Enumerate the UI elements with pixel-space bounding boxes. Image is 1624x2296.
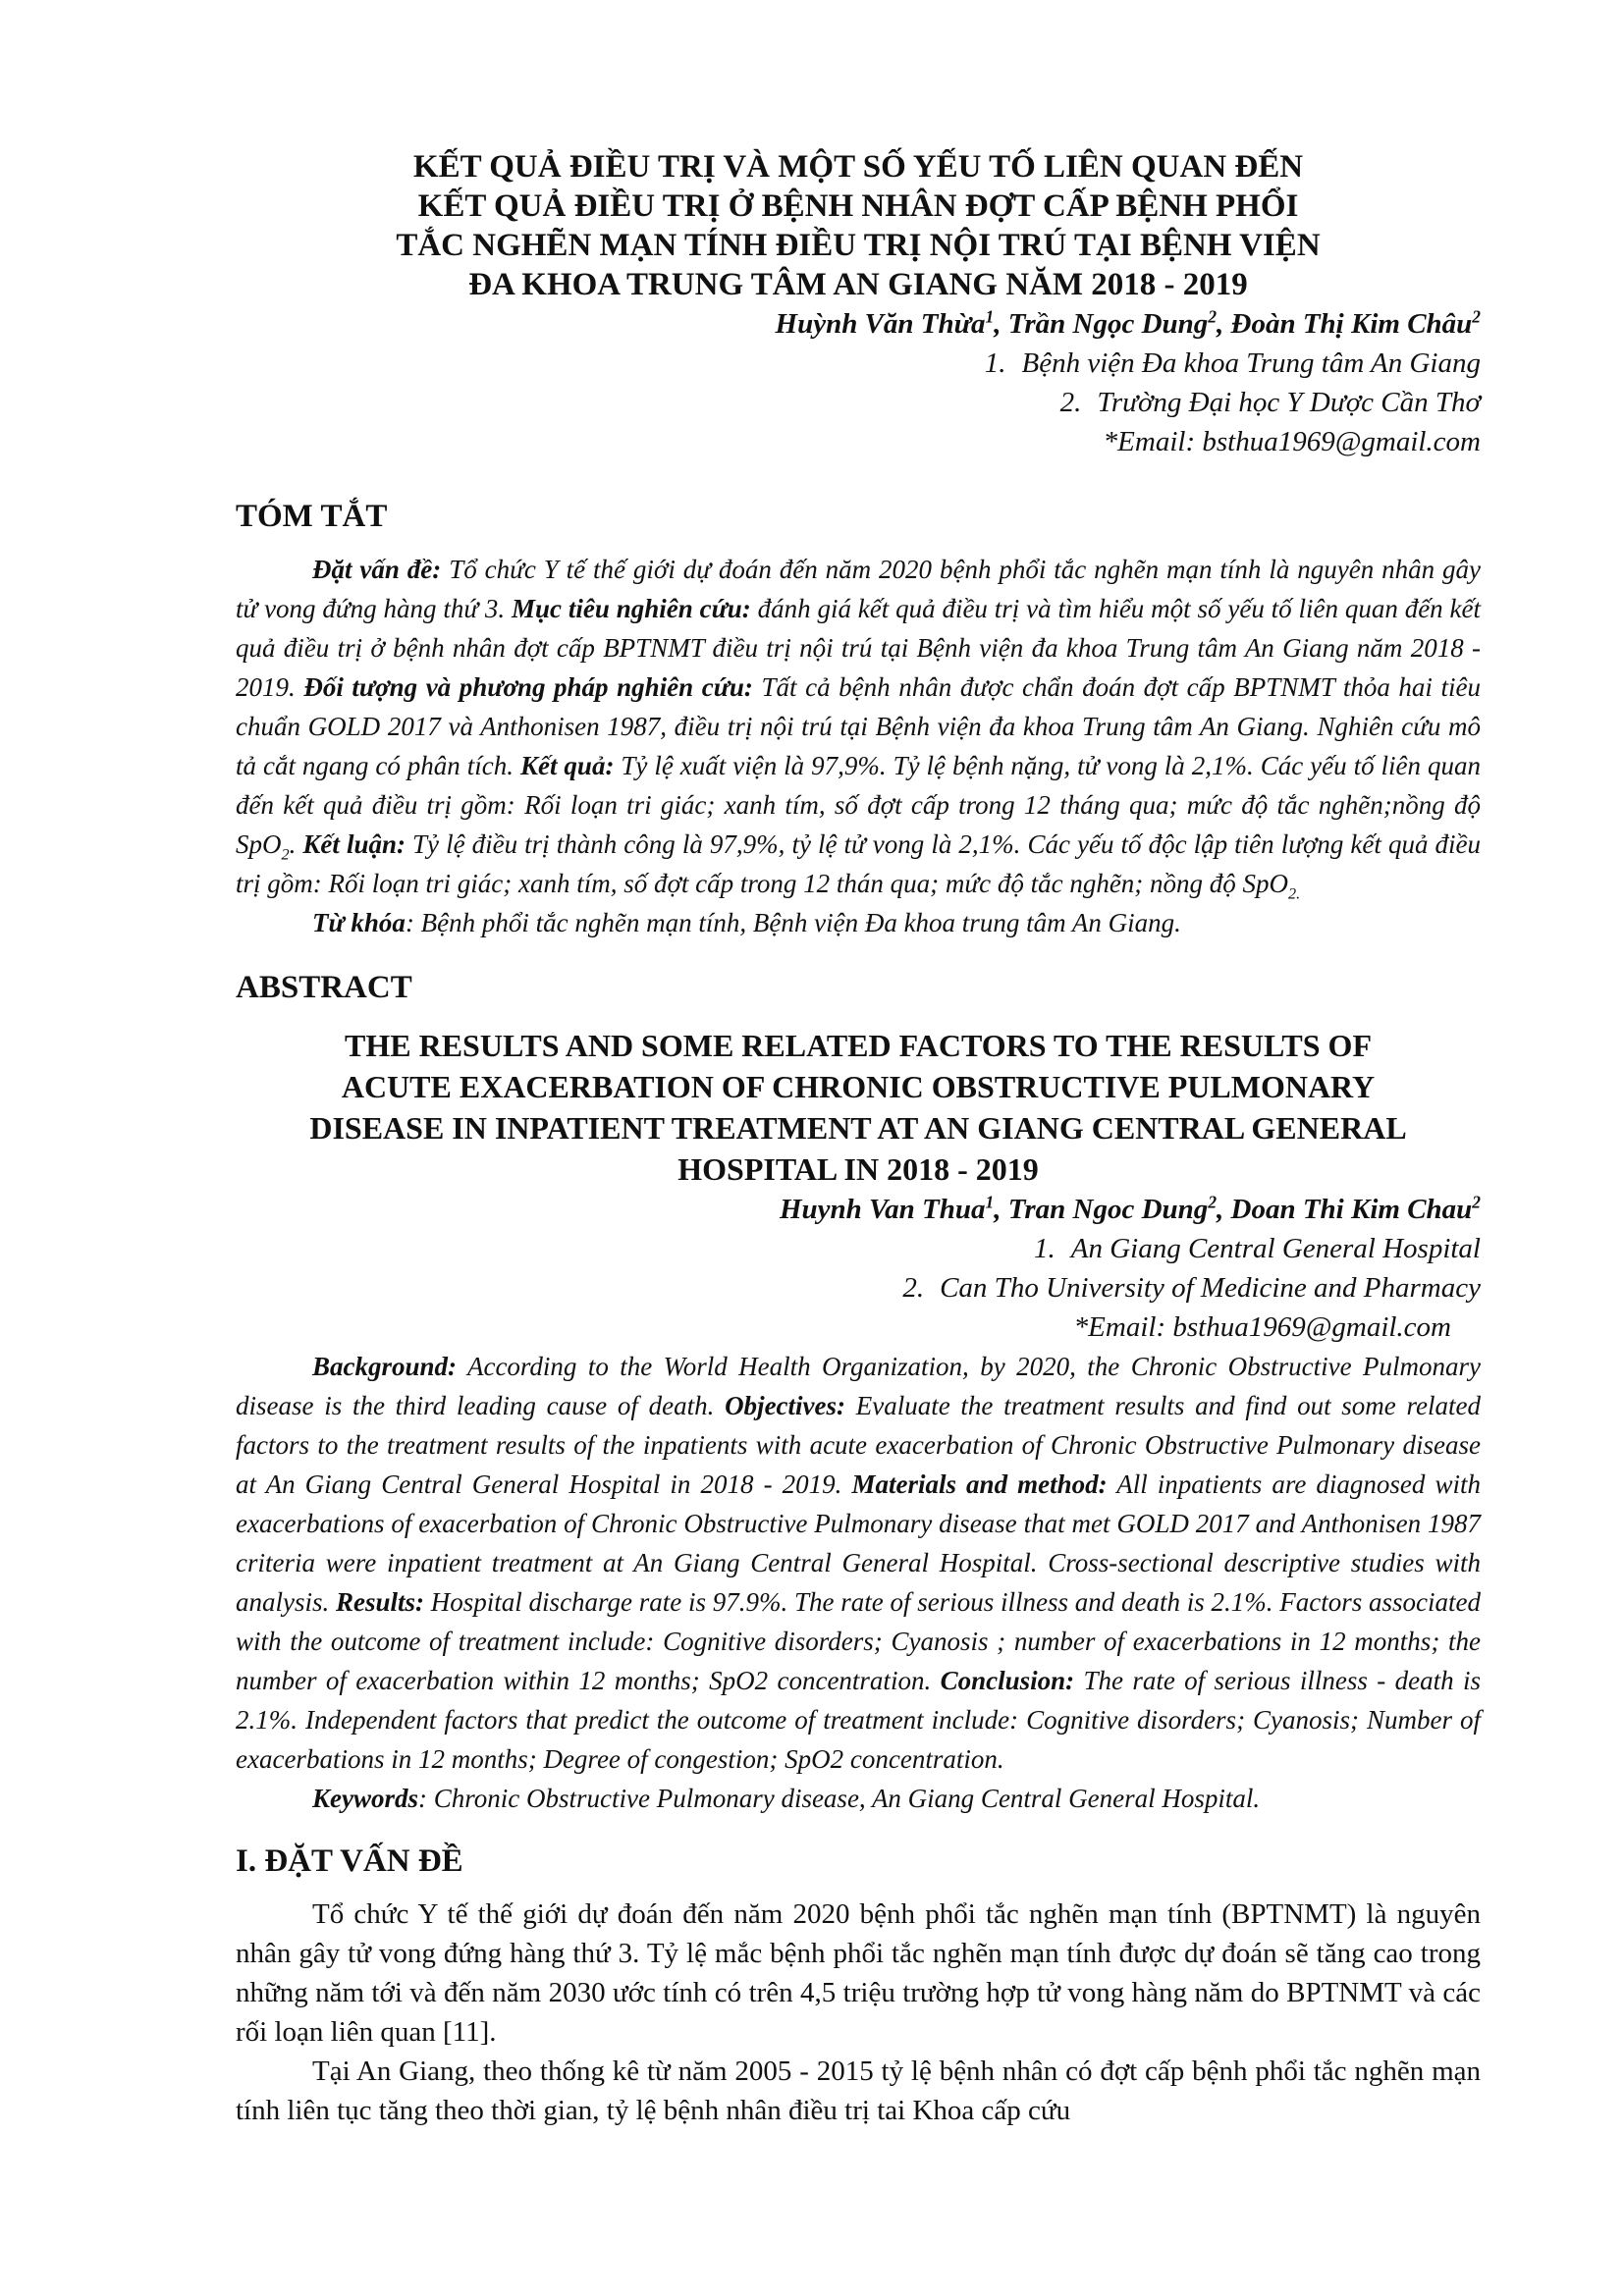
author-name: Trần Ngọc Dung — [1007, 308, 1209, 340]
author-affil-mark: 2 — [1208, 1192, 1218, 1212]
content — [236, 147, 1481, 2130]
section-1-heading: I. ĐẶT VẤN ĐỀ — [236, 1843, 463, 1879]
vi-title-line: TẮC NGHẼN MẠN TÍNH ĐIỀU TRỊ NỘI TRÚ TẠI BỆNH VIỆN — [396, 228, 1321, 263]
en-abstract: Background: According to the World Health Organization, by 2020, the Chronic Obstructive Pulmonary disease is the third leading cause of death. Objectives: Evaluate the treatment results and find out some related factors to the treatment results of the inpatients with acute exacerbation of Chronic Obstructive Pulmonary disease at An Giang Central General Hospital in 2018 - 2019. Materials and method: All inpatients are diagnosed with exacerbations of exacerbation of Chronic Obstructive Pulmonary disease that met GOLD 2017 and Anthonisen 1987 criteria were inpatient treatment at An Giang Central General Hospital. Cross-sectional descriptive studies with analysis. Results: Hospital discharge rate is 97.9%. The rate of serious illness and death is 2.1%. Factors associated with the outcome of treatment include: Cognitive disorders; Cyanosis ; number of exacerbations in 12 months; the number of exacerbation within 12 months; SpO2 concentration. Conclusion: The rate of serious illness - death is 2.1%. Independent factors that predict the outcome of treatment include: Cognitive disorders; Cyanosis; Number of exacerbations in 12 months; Degree of congestion; SpO2 concentration. — [236, 1352, 1482, 1774]
vi-title-line: KẾT QUẢ ĐIỀU TRỊ Ở BỆNH NHÂN ĐỢT CẤP BỆNH PHỔI — [417, 188, 1299, 224]
en-title-line: THE RESULTS AND SOME RELATED FACTORS TO THE RESULTS OF — [345, 1028, 1372, 1063]
author-name: Doan Thi Kim Chau — [1230, 1194, 1473, 1225]
vi-title-line: ĐA KHOA TRUNG TÂM AN GIANG NĂM 2018 - 2019 — [468, 267, 1248, 302]
vi-authors: Huỳnh Văn Thừa$^1$, Trần Ngọc Dung$^2$, Đoàn Thị Kim Châu$^2$ — [775, 306, 1481, 340]
vi-summary: Đặt vấn đề: Tổ chức Y tế thế giới dự đoán đến năm 2020 bệnh phổi tắc nghẽn mạn tính là nguyên nhân gây tử vong đứng hàng thứ 3. Mục tiêu nghiên cứu: đánh giá kết quả điều trị và tìm hiểu một số yếu tố liên quan đến kết quả điều trị ở bệnh nhân đợt cấp BPTNMT điều trị nội trú tại Bệnh viện đa khoa Trung tâm An Giang năm 2018 - 2019. Đối tượng và phương pháp nghiên cứu: Tất cả bệnh nhân được chẩn đoán đợt cấp BPTNMT thỏa hai tiêu chuẩn GOLD 2017 và Anthonisen 1987, điều trị nội trú tại Bệnh viện đa khoa Trung tâm An Giang. Nghiên cứu mô tả cắt ngang có phân tích. Kết quả: Tỷ lệ xuất viện là 97,9%. Tỷ lệ bệnh nặng, tử vong là 2,1%. Các yếu tố liên quan đến kết quả điều trị gồm: Rối loạn tri giác; xanh tím, số đợt cấp trong 12 tháng qua; mức độ tắc nghẽn;nồng độ SpO$_2$. Kết luận: Tỷ lệ điều trị thành công là 97,9%, tỷ lệ tử vong là 2,1%. Các yếu tố độc lập tiên lượng kết quả điều trị gồm: Rối loạn tri giác; xanh tím, số đợt cấp trong 12 thán qua; mức độ tắc nghẽn; nồng độ SpO$_{2.}$ — [236, 555, 1481, 903]
en-title-line: ACUTE EXACERBATION OF CHRONIC OBSTRUCTIVE PULMONARY — [341, 1069, 1376, 1104]
abstract-heading: ABSTRACT — [236, 970, 412, 1005]
author-affil-mark: 1 — [985, 306, 995, 327]
author-name: Tran Ngoc Dung — [1007, 1194, 1209, 1225]
author-name: Huỳnh Văn Thừa — [775, 308, 986, 340]
vietnamese-title — [236, 147, 1481, 304]
en-keywords: Keywords: Chronic Obstructive Pulmonary disease, An Giang Central General Hospital. — [312, 1784, 1261, 1813]
vi-title-line: KẾT QUẢ ĐIỀU TRỊ VÀ MỘT SỐ YẾU TỐ LIÊN QUAN ĐẾN — [412, 149, 1304, 185]
vi-keywords: Từ khóa: Bệnh phổi tắc nghẽn mạn tính, Bệnh viện Đa khoa trung tâm An Giang. — [312, 908, 1181, 937]
en-affiliation: 2. Can Tho University of Medicine and Pharmacy — [902, 1272, 1481, 1304]
section-1-paragraph: Tổ chức Y tế thế giới dự đoán đến năm 2020 bệnh phổi tắc nghẽn mạn tính (BPTNMT) là nguyên nhân gây tử vong đứng hàng thứ 3. Tỷ lệ mắc bệnh phổi tắc nghẽn mạn tính được dự đoán sẽ tăng cao trong những năm tới và đến năm 2030 ước tính có trên 4,5 triệu trường hợp tử vong hàng năm do BPTNMT và các rối loạn liên quan [11]. — [236, 1898, 1481, 2048]
summary-heading: TÓM TẮT — [236, 499, 388, 534]
author-name: Đoàn Thị Kim Châu — [1230, 308, 1473, 340]
en-title-line: HOSPITAL IN 2018 - 2019 — [677, 1151, 1039, 1187]
vi-affiliation: 1. Bệnh viện Đa khoa Trung tâm An Giang — [984, 347, 1481, 379]
english-title — [236, 1025, 1481, 1190]
en-authors: Huynh Van Thua$^1$, Tran Ngoc Dung$^2$, Doan Thi Kim Chau$^2$ — [779, 1192, 1481, 1225]
en-affiliation: 1. An Giang Central General Hospital — [1033, 1233, 1481, 1264]
en-email: *Email: bsthua1969@gmail.com — [1073, 1311, 1451, 1343]
vi-email: *Email: bsthua1969@gmail.com — [1103, 426, 1481, 457]
author-affil-mark: 2 — [1208, 306, 1218, 327]
author-affil-mark: 2 — [1472, 1192, 1481, 1212]
vi-affiliation: 2. Trường Đại học Y Dược Cần Thơ — [1059, 387, 1481, 418]
author-name: Huynh Van Thua — [779, 1194, 986, 1225]
section-1-paragraph: Tại An Giang, theo thống kê từ năm 2005 - 2015 tỷ lệ bệnh nhân có đợt cấp bệnh phổi tắc nghẽn mạn tính liên tục tăng theo thời gian, tỷ lệ bệnh nhân điều trị tai Khoa cấp cứu — [236, 2056, 1481, 2126]
author-affil-mark: 2 — [1472, 306, 1481, 327]
author-affil-mark: 1 — [985, 1192, 995, 1212]
en-title-line: DISEASE IN INPATIENT TREATMENT AT AN GIANG CENTRAL GENERAL — [309, 1110, 1407, 1146]
